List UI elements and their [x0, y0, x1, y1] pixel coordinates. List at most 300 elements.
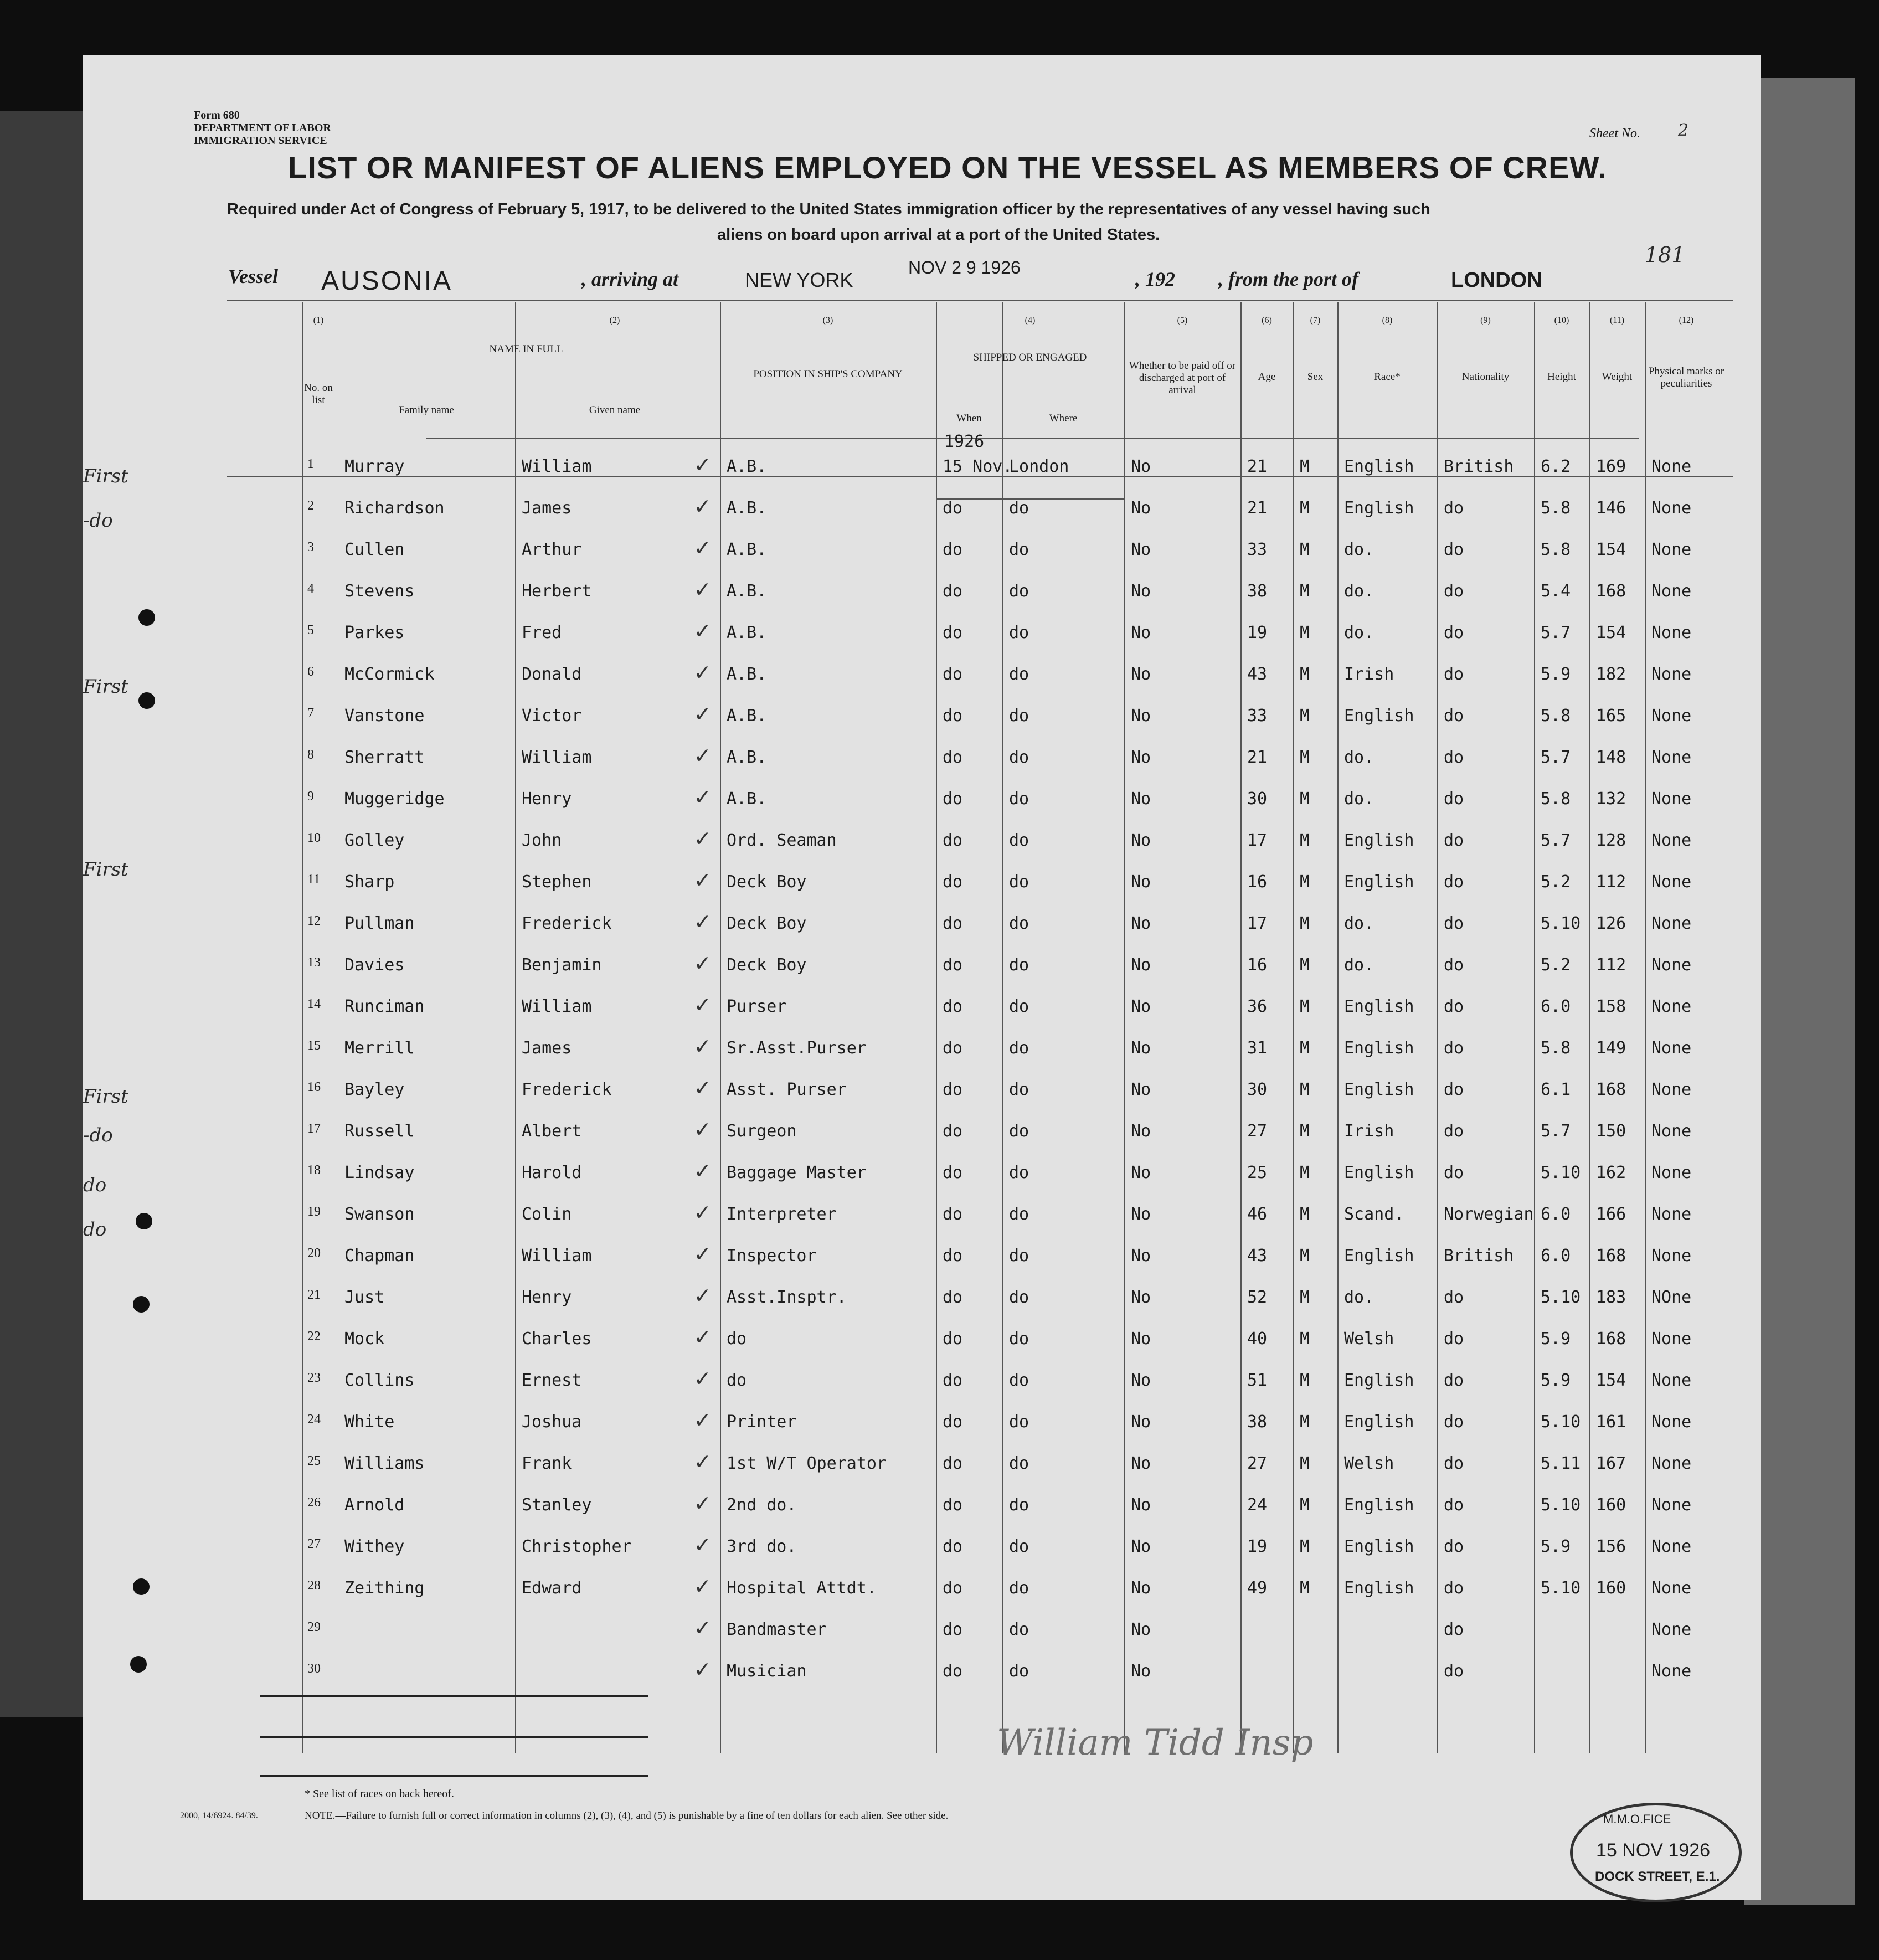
cell-race: English [1344, 498, 1414, 518]
cell-when: do [943, 1038, 963, 1058]
cell-nat: do [1444, 623, 1464, 642]
cell-marks: None [1651, 748, 1692, 767]
check-mark-icon: ✓ [695, 1572, 710, 1600]
cell-weight: 126 [1596, 914, 1626, 933]
cell-paid: No [1131, 1205, 1151, 1224]
cell-where: do [1009, 1620, 1029, 1639]
cell-age: 38 [1247, 582, 1268, 601]
check-mark-icon: ✓ [695, 1115, 710, 1143]
cell-marks: None [1651, 1537, 1692, 1556]
cell-where: do [1009, 955, 1029, 975]
column-header-c7-num: (7) [1310, 316, 1321, 325]
margin-annotation: First [83, 1086, 128, 1108]
cell-family: Vanstone [344, 706, 425, 726]
cell-family: White [344, 1412, 395, 1432]
cell-nat: do [1444, 955, 1464, 975]
cell-family: Muggeridge [344, 789, 445, 809]
cell-race: do. [1344, 623, 1374, 642]
cell-age: 16 [1247, 872, 1268, 892]
cell-height: 5.8 [1541, 706, 1571, 726]
cell-family: Parkes [344, 623, 405, 642]
cell-paid: No [1131, 706, 1151, 726]
cell-weight: 168 [1596, 1080, 1626, 1099]
cell-nat: do [1444, 1454, 1464, 1473]
cell-paid: No [1131, 1661, 1151, 1681]
cell-weight: 150 [1596, 1122, 1626, 1141]
punch-hole [130, 1656, 147, 1673]
cell-weight: 128 [1596, 831, 1626, 850]
cell-nat: do [1444, 997, 1464, 1016]
column-rule [515, 302, 516, 1753]
cell-when: 15 Nov. [943, 457, 1013, 476]
cell-race: English [1344, 1537, 1414, 1556]
cell-paid: No [1131, 1495, 1151, 1515]
cell-marks: None [1651, 498, 1692, 518]
column-rule [936, 302, 937, 1753]
column-header-c2: NAME IN FULL [489, 343, 563, 355]
cell-when: do [943, 1412, 963, 1432]
cell-marks: None [1651, 1246, 1692, 1265]
vessel-label: Vessel [228, 265, 278, 287]
cell-race: English [1344, 872, 1414, 892]
cell-where: do [1009, 1329, 1029, 1349]
cell-no: 11 [307, 872, 321, 887]
cell-nat: do [1444, 1163, 1464, 1182]
cell-nat: do [1444, 1329, 1464, 1349]
cell-family: Merrill [344, 1038, 415, 1058]
cell-height: 5.2 [1541, 955, 1571, 975]
cell-weight: 132 [1596, 789, 1626, 809]
punch-hole [133, 1296, 150, 1313]
header-rule [426, 438, 1639, 439]
cell-marks: None [1651, 1205, 1692, 1224]
cell-family: Cullen [344, 540, 405, 559]
cell-sex: M [1300, 1205, 1310, 1224]
check-mark-icon: ✓ [695, 1655, 710, 1683]
punch-hole [133, 1578, 150, 1595]
cell-when: do [943, 1080, 963, 1099]
cell-race: English [1344, 1495, 1414, 1515]
cell-when: do [943, 1537, 963, 1556]
column-header-c6: Age [1258, 371, 1276, 383]
cell-nat: British [1444, 457, 1514, 476]
cell-age: 52 [1247, 1288, 1268, 1307]
cell-where: do [1009, 1412, 1029, 1432]
cell-height: 5.7 [1541, 748, 1571, 767]
cell-when: do [943, 914, 963, 933]
cell-given: Stanley [522, 1495, 592, 1515]
cell-family: Withey [344, 1537, 405, 1556]
cell-no: 23 [307, 1371, 321, 1385]
cell-given: William [522, 457, 592, 476]
cell-weight: 146 [1596, 498, 1626, 518]
cell-age: 51 [1247, 1371, 1268, 1390]
cell-height: 5.8 [1541, 1038, 1571, 1058]
cell-marks: None [1651, 1080, 1692, 1099]
check-mark-icon: ✓ [695, 533, 710, 562]
cell-weight: 165 [1596, 706, 1626, 726]
column-header-c2-num: (2) [609, 316, 620, 325]
cell-family: Runciman [344, 997, 425, 1016]
cell-nat: do [1444, 540, 1464, 559]
underlying-sheet [1744, 78, 1855, 1905]
cell-position: Purser [727, 997, 787, 1016]
cell-marks: None [1651, 706, 1692, 726]
cell-family: Richardson [344, 498, 445, 518]
cell-position: Asst. Purser [727, 1080, 847, 1099]
cell-sex: M [1300, 1454, 1310, 1473]
cell-sex: M [1300, 665, 1310, 684]
cell-weight: 149 [1596, 1038, 1626, 1058]
column-rule [1589, 302, 1590, 1753]
cell-marks: None [1651, 457, 1692, 476]
cell-family: Lindsay [344, 1163, 415, 1182]
cell-sex: M [1300, 1537, 1310, 1556]
cell-paid: No [1131, 623, 1151, 642]
cell-no: 16 [307, 1080, 321, 1094]
cell-race: Irish [1344, 665, 1394, 684]
cell-marks: None [1651, 997, 1692, 1016]
header-rule [936, 498, 1124, 500]
cell-weight: 161 [1596, 1412, 1626, 1432]
subtitle-line-2: aliens on board upon arrival at a port of the United States. [717, 226, 1160, 244]
cell-when: do [943, 706, 963, 726]
column-header-c4: SHIPPED OR ENGAGED [973, 352, 1087, 363]
cell-marks: None [1651, 1329, 1692, 1349]
cell-age: 46 [1247, 1205, 1268, 1224]
cell-marks: None [1651, 831, 1692, 850]
cell-sex: M [1300, 789, 1310, 809]
cell-position: 1st W/T Operator [727, 1454, 887, 1473]
margin-annotation: do [83, 1218, 107, 1241]
cell-sex: M [1300, 582, 1310, 601]
cell-race: do. [1344, 955, 1374, 975]
cell-race: English [1344, 1371, 1414, 1390]
cell-sex: M [1300, 872, 1310, 892]
cell-given: Herbert [522, 582, 592, 601]
cell-family: Swanson [344, 1205, 415, 1224]
column-header-c5: Whether to be paid off or discharged at port of arrival [1129, 360, 1236, 396]
cell-paid: No [1131, 1246, 1151, 1265]
cell-given: Edward [522, 1578, 582, 1598]
cell-given: William [522, 748, 592, 767]
cell-where: do [1009, 1578, 1029, 1598]
cell-marks: NOne [1651, 1288, 1692, 1307]
margin-annotation: First [83, 676, 128, 698]
cell-given: Victor [522, 706, 582, 726]
cell-race: English [1344, 1578, 1414, 1598]
column-rule [1534, 302, 1535, 1753]
cell-marks: None [1651, 1038, 1692, 1058]
cell-age: 30 [1247, 789, 1268, 809]
cell-sex: M [1300, 1122, 1310, 1141]
cell-height: 5.10 [1541, 1495, 1581, 1515]
cell-when: do [943, 582, 963, 601]
cell-position: A.B. [727, 706, 767, 726]
print-code: 2000, 14/6924. 84/39. [180, 1811, 258, 1820]
cell-race: English [1344, 1080, 1414, 1099]
cell-nat: do [1444, 914, 1464, 933]
cell-age: 40 [1247, 1329, 1268, 1349]
cell-no: 27 [307, 1537, 321, 1551]
cell-weight: 182 [1596, 665, 1626, 684]
cell-position: A.B. [727, 665, 767, 684]
column-header-c4b: Where [1049, 413, 1078, 424]
cell-marks: None [1651, 1163, 1692, 1182]
cell-family: McCormick [344, 665, 435, 684]
cell-nat: do [1444, 872, 1464, 892]
cell-sex: M [1300, 831, 1310, 850]
cell-when: do [943, 1578, 963, 1598]
cell-position: A.B. [727, 623, 767, 642]
dock-office-stamp: M.M.O.FICE 15 NOV 1926 DOCK STREET, E.1. [1570, 1803, 1742, 1902]
cell-no: 24 [307, 1412, 321, 1427]
cell-no: 5 [307, 623, 314, 637]
cell-paid: No [1131, 748, 1151, 767]
cell-given: Frederick [522, 914, 612, 933]
cell-age: 17 [1247, 914, 1268, 933]
check-mark-icon: ✓ [695, 824, 710, 852]
cell-sex: M [1300, 706, 1310, 726]
cell-family: Mock [344, 1329, 385, 1349]
column-rule [1437, 302, 1438, 1753]
cell-where: do [1009, 706, 1029, 726]
cell-where: do [1009, 1537, 1029, 1556]
manifest-sheet [83, 55, 1761, 1900]
cell-nat: do [1444, 498, 1464, 518]
cell-no: 17 [307, 1122, 321, 1136]
column-header-c8: Race* [1374, 371, 1401, 383]
cell-age: 21 [1247, 748, 1268, 767]
cell-when: do [943, 831, 963, 850]
cell-position: 3rd do. [727, 1537, 797, 1556]
cell-given: Harold [522, 1163, 582, 1182]
cell-height: 5.7 [1541, 623, 1571, 642]
page-title: LIST OR MANIFEST OF ALIENS EMPLOYED ON THE VESSEL AS MEMBERS OF CREW. [288, 150, 1607, 185]
vessel-name: AUSONIA [321, 266, 453, 296]
cell-paid: No [1131, 997, 1151, 1016]
cell-age: 36 [1247, 997, 1268, 1016]
check-mark-icon: ✓ [695, 907, 710, 935]
cell-family: Collins [344, 1371, 415, 1390]
column-header-c9: Nationality [1461, 371, 1510, 383]
cell-weight: 168 [1596, 1246, 1626, 1265]
cell-paid: No [1131, 665, 1151, 684]
cell-paid: No [1131, 1329, 1151, 1349]
column-rule [1124, 302, 1125, 1753]
cell-where: do [1009, 1454, 1029, 1473]
cell-marks: None [1651, 1412, 1692, 1432]
cell-family: Just [344, 1288, 385, 1307]
cell-paid: No [1131, 1122, 1151, 1141]
check-mark-icon: ✓ [695, 1323, 710, 1351]
cell-where: do [1009, 582, 1029, 601]
cell-weight: 183 [1596, 1288, 1626, 1307]
cell-position: Surgeon [727, 1122, 797, 1141]
check-mark-icon: ✓ [695, 1530, 710, 1558]
cell-nat: do [1444, 1578, 1464, 1598]
cell-when: do [943, 1122, 963, 1141]
arriving-label: , arriving at [581, 268, 679, 290]
cell-race: Scand. [1344, 1205, 1404, 1224]
cell-marks: None [1651, 1661, 1692, 1681]
cell-no: 3 [307, 540, 314, 554]
cell-weight: 154 [1596, 1371, 1626, 1390]
margin-annotation: First [83, 465, 128, 487]
column-header-c1: No. on list [304, 382, 333, 406]
cell-no: 28 [307, 1578, 321, 1593]
cell-paid: No [1131, 498, 1151, 518]
cell-marks: None [1651, 1578, 1692, 1598]
cell-nat: do [1444, 1122, 1464, 1141]
column-header-c3: POSITION IN SHIP'S COMPANY [753, 368, 903, 380]
cell-given: Henry [522, 1288, 572, 1307]
cell-height: 5.9 [1541, 665, 1571, 684]
cell-nat: do [1444, 582, 1464, 601]
cell-height: 5.8 [1541, 540, 1571, 559]
cell-age: 33 [1247, 540, 1268, 559]
cell-no: 9 [307, 789, 314, 804]
form-number: Form 680 [194, 109, 240, 121]
cell-height: 5.9 [1541, 1371, 1571, 1390]
cell-age: 31 [1247, 1038, 1268, 1058]
cell-age: 38 [1247, 1412, 1268, 1432]
cell-where: do [1009, 872, 1029, 892]
cell-race: do. [1344, 914, 1374, 933]
cell-nat: do [1444, 1288, 1464, 1307]
cell-given: James [522, 498, 572, 518]
cell-race: English [1344, 997, 1414, 1016]
cell-where: do [1009, 748, 1029, 767]
cell-sex: M [1300, 1329, 1310, 1349]
left-margin-strip [0, 111, 83, 1717]
check-mark-icon: ✓ [695, 783, 710, 811]
cell-race: English [1344, 1038, 1414, 1058]
cell-height: 5.10 [1541, 1578, 1581, 1598]
cell-nat: do [1444, 748, 1464, 767]
cell-sex: M [1300, 1578, 1310, 1598]
cell-weight: 112 [1596, 872, 1626, 892]
cell-where: do [1009, 498, 1029, 518]
cell-age: 43 [1247, 1246, 1268, 1265]
cell-no: 10 [307, 831, 321, 845]
cell-height: 6.1 [1541, 1080, 1571, 1099]
cell-paid: No [1131, 872, 1151, 892]
column-rule [1002, 302, 1003, 1753]
cell-race: English [1344, 1246, 1414, 1265]
cell-where: do [1009, 540, 1029, 559]
punch-hole [138, 609, 155, 626]
strike-line [260, 1775, 648, 1777]
cell-sex: M [1300, 1080, 1310, 1099]
cell-when: do [943, 997, 963, 1016]
cell-height: 5.4 [1541, 582, 1571, 601]
sheet-label: Sheet No. [1589, 126, 1640, 141]
cell-where: do [1009, 1661, 1029, 1681]
cell-marks: None [1651, 665, 1692, 684]
cell-age: 30 [1247, 1080, 1268, 1099]
cell-no: 21 [307, 1288, 321, 1302]
cell-family: Sherratt [344, 748, 425, 767]
cell-paid: No [1131, 1080, 1151, 1099]
check-mark-icon: ✓ [695, 1447, 710, 1475]
cell-no: 26 [307, 1495, 321, 1510]
check-mark-icon: ✓ [695, 990, 710, 1018]
footer-note: NOTE.—Failure to furnish full or correct information in columns (2), (3), (4), and (5) is punishable by a fine of ten dollars for each alien. See other side. [305, 1810, 949, 1822]
cell-position: 2nd do. [727, 1495, 797, 1515]
cell-where: do [1009, 1246, 1029, 1265]
cell-height: 5.11 [1541, 1454, 1581, 1473]
cell-where: do [1009, 1122, 1029, 1141]
cell-where: do [1009, 831, 1029, 850]
column-header-c10-num: (10) [1554, 316, 1569, 325]
inspector-signature: William Tidd Insp [997, 1722, 1314, 1763]
cell-race: Irish [1344, 1122, 1394, 1141]
column-header-c3-num: (3) [822, 316, 833, 325]
cell-race: do. [1344, 540, 1374, 559]
cell-marks: None [1651, 955, 1692, 975]
check-mark-icon: ✓ [695, 1489, 710, 1517]
cell-where: do [1009, 1038, 1029, 1058]
strike-line [260, 1736, 648, 1738]
cell-given: Fred [522, 623, 562, 642]
cell-height: 6.0 [1541, 1246, 1571, 1265]
cell-age: 17 [1247, 831, 1268, 850]
cell-age: 27 [1247, 1122, 1268, 1141]
cell-where: do [1009, 665, 1029, 684]
column-header-c10: Height [1547, 371, 1576, 383]
cell-no: 12 [307, 914, 321, 928]
cell-nat: do [1444, 1371, 1464, 1390]
check-mark-icon: ✓ [695, 492, 710, 520]
check-mark-icon: ✓ [695, 866, 710, 894]
cell-height: 5.10 [1541, 914, 1581, 933]
check-mark-icon: ✓ [695, 699, 710, 728]
column-header-c1-num: (1) [313, 316, 324, 325]
cell-sex: M [1300, 955, 1310, 975]
column-header-c11-num: (11) [1609, 316, 1625, 325]
cell-age: 16 [1247, 955, 1268, 975]
cell-given: Frederick [522, 1080, 612, 1099]
cell-position: A.B. [727, 582, 767, 601]
check-mark-icon: ✓ [695, 1032, 710, 1060]
column-header-c2a: Family name [399, 404, 454, 416]
cell-sex: M [1300, 1371, 1310, 1390]
cell-nat: do [1444, 831, 1464, 850]
cell-height: 5.7 [1541, 1122, 1571, 1141]
check-mark-icon: ✓ [695, 1406, 710, 1434]
cell-given: Arthur [522, 540, 582, 559]
check-mark-icon: ✓ [695, 1198, 710, 1226]
cell-age: 19 [1247, 1537, 1268, 1556]
cell-no: 6 [307, 665, 314, 679]
cell-height: 5.10 [1541, 1288, 1581, 1307]
cell-when: do [943, 748, 963, 767]
column-header-c5-num: (5) [1177, 316, 1188, 325]
cell-position: A.B. [727, 457, 767, 476]
cell-sex: M [1300, 1288, 1310, 1307]
check-mark-icon: ✓ [695, 450, 710, 479]
column-header-c6-num: (6) [1262, 316, 1272, 325]
service-label: IMMIGRATION SERVICE [194, 135, 327, 147]
cell-position: Deck Boy [727, 955, 807, 975]
cell-marks: None [1651, 914, 1692, 933]
cell-no: 1 [307, 457, 314, 471]
cell-when: do [943, 1371, 963, 1390]
check-mark-icon: ✓ [695, 616, 710, 645]
cell-family: Williams [344, 1454, 425, 1473]
cell-given: William [522, 1246, 592, 1265]
